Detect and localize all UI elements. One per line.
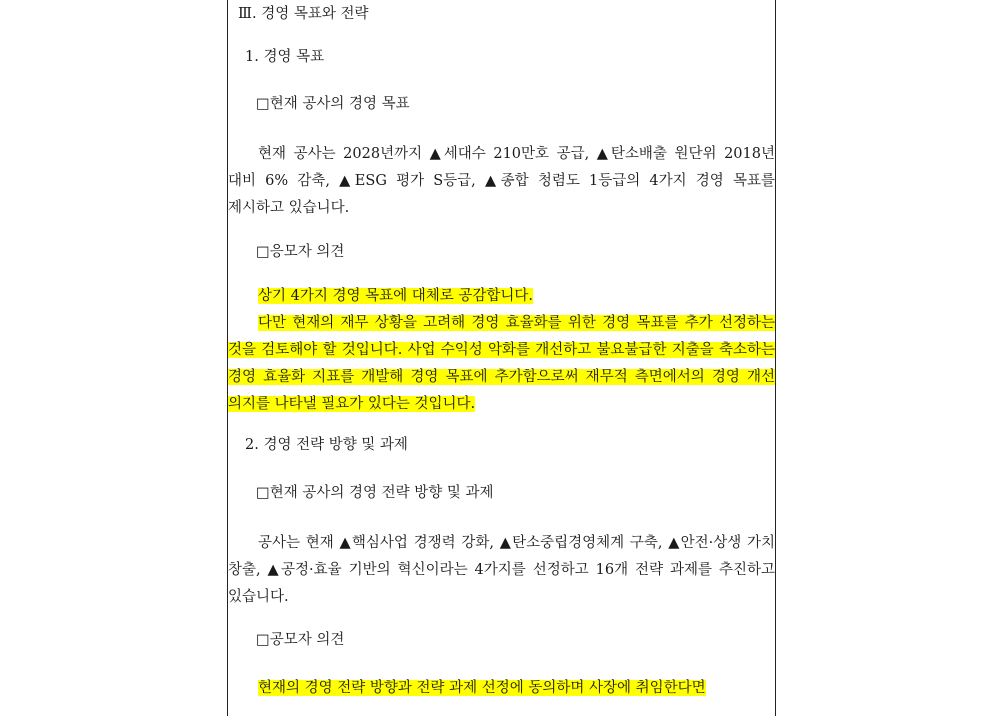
proposer-opinion-paragraph <box>228 675 775 702</box>
applicant-opinion-label: □응모자 의견 <box>256 244 345 260</box>
applicant-opinion-text-1: 상기 4가지 경영 목표에 대체로 공감합니다. <box>258 288 533 304</box>
current-strategy-text: 공사는 현재 ▲핵심사업 경쟁력 강화, ▲탄소중립경영체계 구축, ▲안전·상생 가치 창출, ▲공정·효율 기반의 혁신이라는 4가지를 선정하고 16개 전략 과제를 추진하고 있습니다. <box>228 535 775 605</box>
current-goals-label: □현재 공사의 경영 목표 <box>256 96 410 112</box>
current-strategy-label: □현재 공사의 경영 전략 방향 및 과제 <box>256 485 494 501</box>
applicant-opinion-text-2: 다만 현재의 재무 상황을 고려해 경영 효율화를 위한 경영 목표를 추가 선정하는 것을 검토해야 할 것입니다. 사업 수익성 악화를 개선하고 불요불급한 지출을 축소하는 경영 효율화 지표를 개발해 경영 목표에 추가함으로써 재무적 측면에서의 경영 개선 의지를 나타낼 필요가 있다는 것입니다. <box>228 315 775 412</box>
proposer-opinion-label: □공모자 의견 <box>256 632 345 648</box>
current-goals-paragraph <box>228 141 775 222</box>
applicant-opinion-paragraph-2 <box>228 310 775 418</box>
document-page <box>227 0 776 716</box>
current-goals-text: 현재 공사는 2028년까지 ▲세대수 210만호 공급, ▲탄소배출 원단위 2018년 대비 6% 감축, ▲ESG 평가 S등급, ▲종합 청렴도 1등급의 4가지 경영 목표를 제시하고 있습니다. <box>228 146 775 216</box>
section-heading-strategy: 2. 경영 전략 방향 및 과제 <box>245 437 408 453</box>
section-heading-goals: 1. 경영 목표 <box>245 49 325 65</box>
chapter-heading: Ⅲ. 경영 목표와 전략 <box>238 6 369 22</box>
current-strategy-paragraph <box>228 530 775 611</box>
applicant-opinion-paragraph-1 <box>228 283 775 310</box>
proposer-opinion-text: 현재의 경영 전략 방향과 전략 과제 선정에 동의하며 사장에 취임한다면 <box>258 680 706 696</box>
